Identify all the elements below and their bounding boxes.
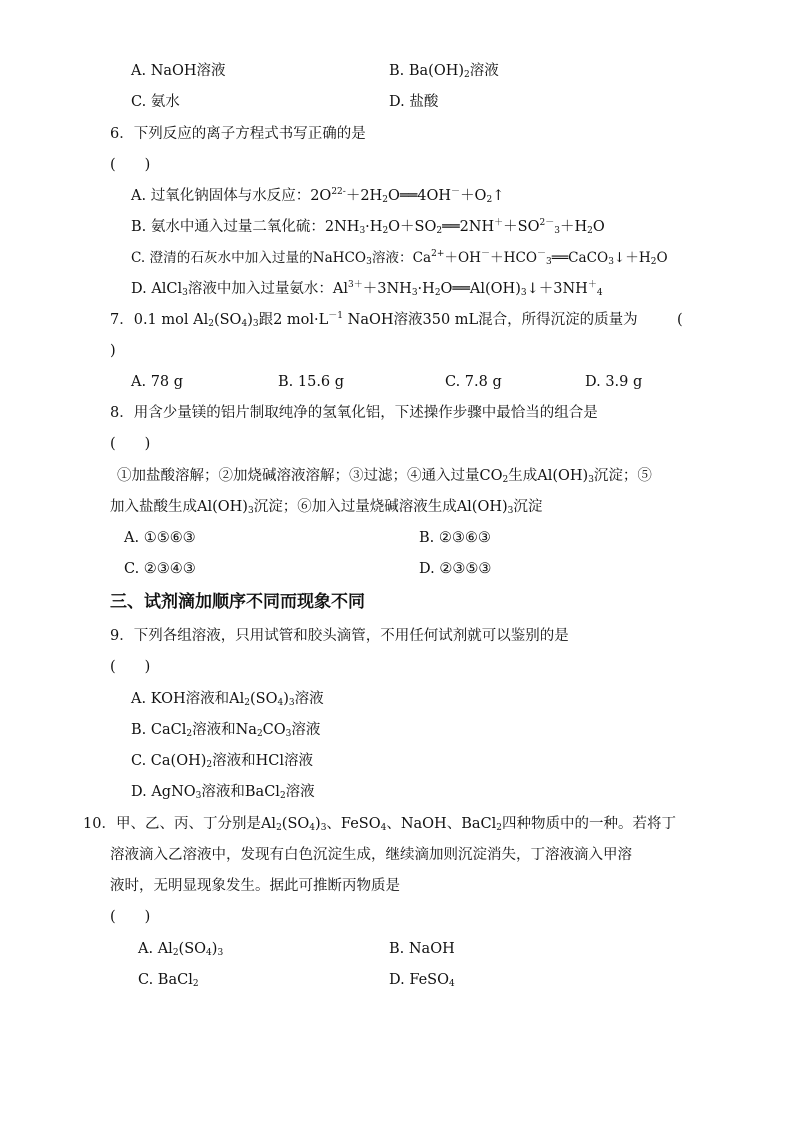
q10-stem-line3: 液时，无明显现象发生。据此可推断丙物质是 [110, 878, 400, 894]
q10-stem-line1: 10．甲、乙、丙、丁分别是$Al_2(SO_4)_3$、FeSO$_4$、NaOH、BaCl$_2$四种物质中的一种。若将丁 [83, 816, 676, 833]
q9-option-c: C. $Ca(OH)_2$溶液和HCl溶液 [131, 753, 314, 770]
q8-option-d: D. ②③⑤③ [419, 561, 492, 577]
q10-option-b: B. NaOH [389, 941, 455, 957]
q9-option-b: B. CaCl$_2$溶液和$Na_2CO_3$溶液 [131, 722, 321, 739]
q10-option-a: A. $Al_2(SO_4)_3$ [138, 941, 224, 958]
q6-option-b: B. 氨水中通入过量二氧化硫：$2NH_3\cdot H_2O+SO_2══2NH^++SO^{2-}_3+H_2O$ [131, 218, 605, 236]
q7-option-b: B. 15.6 g [278, 374, 345, 390]
q10-option-c: C. BaCl$_2$ [138, 972, 199, 989]
q9-answer-paren: ( ) [110, 659, 151, 675]
q7-stem: 7．0.1 mol $Al_2(SO_4)_3$跟2 $mol\cdot L^{-1}$ NaOH溶液350 mL混合，所得沉淀的质量为 [110, 311, 638, 329]
q6-answer-paren: ( ) [110, 157, 151, 173]
q8-option-b: B. ②③⑥③ [419, 530, 491, 546]
q6-option-c: C. 澄清的石灰水中加入过量的NaHCO$_3$溶液：$Ca^{2+}+OH^-+HCO^-_3══CaCO_3↓+H_2O$ [131, 249, 668, 267]
q8-steps-line1: ①加盐酸溶解；②加烧碱溶液溶解；③过滤；④通入过量$CO_2$生成$Al(OH)_3$沉淀；⑤ [117, 468, 652, 485]
q8-steps-line2: 加入盐酸生成$Al(OH)_3$沉淀；⑥加入过量烧碱溶液生成$Al(OH)_3$沉淀 [110, 499, 543, 516]
q10-stem-line2: 溶液滴入乙溶液中，发现有白色沉淀生成，继续滴加则沉淀消失，丁溶液滴入甲溶 [110, 847, 632, 863]
q7-option-c: C. 7.8 g [445, 374, 502, 390]
q9-option-d: D. AgNO$_3$溶液和BaCl$_2$溶液 [131, 784, 315, 801]
q10-option-d: D. FeSO$_4$ [389, 972, 455, 989]
q5-option-c: C. 氨水 [131, 94, 180, 110]
q8-answer-paren: ( ) [110, 436, 151, 452]
q8-option-c: C. ②③④③ [124, 561, 196, 577]
q6-option-a: A. 过氧化钠固体与水反应：$2O^{22-}+2H_2O══4OH^-+O_2↑$ [131, 187, 505, 205]
q7-paren-open: ( [677, 312, 683, 328]
q5-option-d: D. 盐酸 [389, 94, 439, 110]
section-heading: 三、试剂滴加顺序不同而现象不同 [110, 592, 365, 612]
q10-answer-paren: ( ) [110, 909, 151, 925]
q8-option-a: A. ①⑤⑥③ [124, 530, 196, 546]
q5-option-b: B. $Ba(OH)_2$溶液 [389, 63, 499, 80]
q7-option-d: D. 3.9 g [585, 374, 643, 390]
q7-option-a: A. 78 g [131, 374, 184, 390]
q8-stem: 8．用含少量镁的铝片制取纯净的氢氧化铝，下述操作步骤中最恰当的组合是 [110, 405, 598, 421]
q9-option-a: A. KOH溶液和$Al_2(SO_4)_3$溶液 [131, 691, 324, 708]
q5-option-a: A. NaOH溶液 [131, 63, 226, 79]
q6-stem: 6．下列反应的离子方程式书写正确的是 [110, 126, 366, 142]
q6-option-d: D. AlCl$_3$溶液中加入过量氨水：$Al^{3+}+3NH_3\cdot H_2O══Al(OH)_3↓+3NH^+_4$ [131, 280, 603, 298]
q9-stem: 9．下列各组溶液，只用试管和胶头滴管，不用任何试剂就可以鉴别的是 [110, 628, 569, 644]
q7-paren-close: ) [110, 343, 116, 359]
